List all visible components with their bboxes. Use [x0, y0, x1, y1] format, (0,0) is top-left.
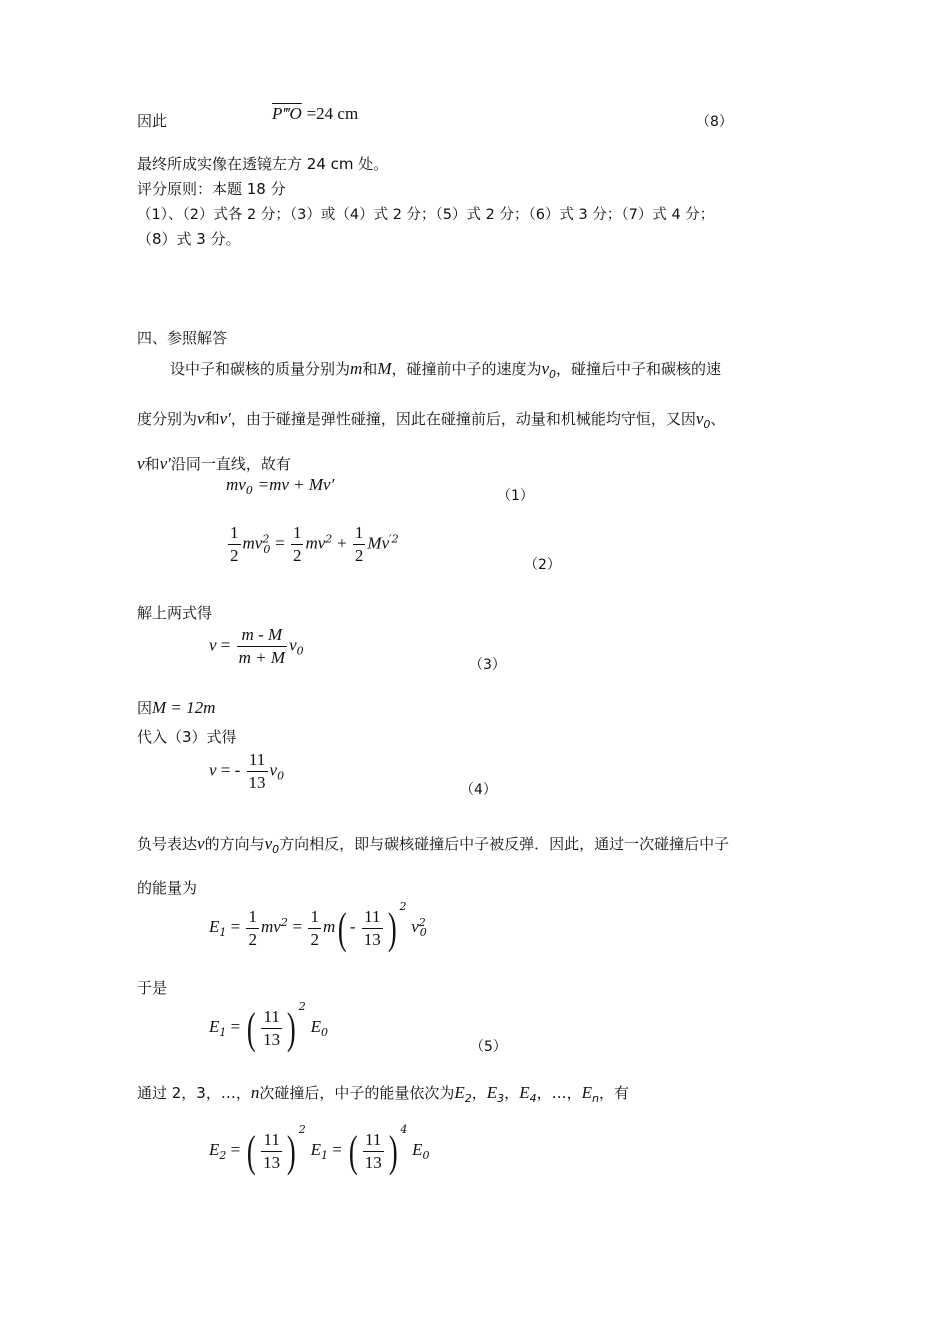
eq8-rhs: =24 cm — [306, 104, 359, 123]
equation-1: $mv_0 =mv + Mv'$ — [226, 475, 335, 497]
eq1-number: （1） — [497, 488, 534, 504]
equation-2: $\frac{1}{2}$ $mv^2_0$ = $\frac{1}{2}$ $mv^2$ + $\frac{1}{2}$ $Mv^{'2}$ — [230, 523, 399, 565]
grading-line-1: （1）、（2）式各 2 分；（3）或（4）式 2 分；（5）式 2 分；（6）式 3 分；（7）式 4 分； — [137, 207, 715, 223]
equation-3: v = $\frac{m - M}{m + M}$ $v_0$ — [209, 625, 304, 667]
eq8-number: （8） — [696, 114, 733, 130]
paragraph-1: 设中子和碳核的质量分别为m和M，碰撞前中子的速度为$v_0$，碰撞后中子和碳核的速 — [170, 359, 722, 381]
solve-text: 解上两式得 — [137, 604, 213, 622]
equation-4: v = - $\frac{11}{13}$ $v_0$ — [209, 750, 285, 792]
given-line: 因M = 12m — [137, 698, 216, 717]
paragraph-5: 的能量为 — [137, 879, 198, 897]
grading-title: 评分原则：本题 18 分 — [137, 180, 286, 198]
equation-5: $E_1$ = ( $\frac{11}{13}$ ) $^2$ $E_0$ — [209, 1000, 328, 1053]
paragraph-3: v和v′沿同一直线，故有 — [137, 454, 291, 473]
paragraph-2: 度分别为v和v′，由于碰撞是弹性碰撞，因此在碰撞前后，动量和机械能均守恒，又因$v_0$、 — [137, 409, 726, 431]
eq2-number: （2） — [524, 557, 561, 573]
equation-e2: $E_2$ = ( $\frac{11}{13}$ ) $^2$ $E_1$ = ( $\frac{11}{13}$ ) $^4$ $E_0$ — [209, 1123, 430, 1176]
section-heading: 四、参照解答 — [137, 329, 228, 347]
eq5-number: （5） — [470, 1039, 507, 1055]
eq3-number: （3） — [469, 657, 506, 673]
equation-e1: $E_1$ = $\frac{1}{2}$ $mv^2$ = $\frac{1}{2}$ m( - $\frac{11}{13}$ ) $^2$ $v^2_0$ — [209, 900, 427, 953]
paragraph-4: 负号表达v的方向与$v_0$方向相反，即与碳核碰撞后中子被反弹．因此，通过一次碰撞后中子 — [137, 834, 730, 856]
substitute-text: 代入（3）式得 — [137, 728, 237, 746]
yushi-text: 于是 — [137, 979, 168, 997]
conclusion-text: 最终所成实像在透镜左方 24 cm 处。 — [137, 155, 389, 173]
eq4-number: （4） — [460, 782, 497, 798]
text-yinci: 因此 — [137, 112, 168, 130]
grading-line-2: （8）式 3 分。 — [137, 230, 241, 248]
eq8-lhs: P‴O — [272, 104, 302, 123]
equation-8 — [272, 104, 358, 124]
paragraph-6: 通过 2，3，…，n次碰撞后，中子的能量依次为$E_2$，$E_3$，$E_4$，…，$E_n$，有 — [137, 1083, 629, 1105]
